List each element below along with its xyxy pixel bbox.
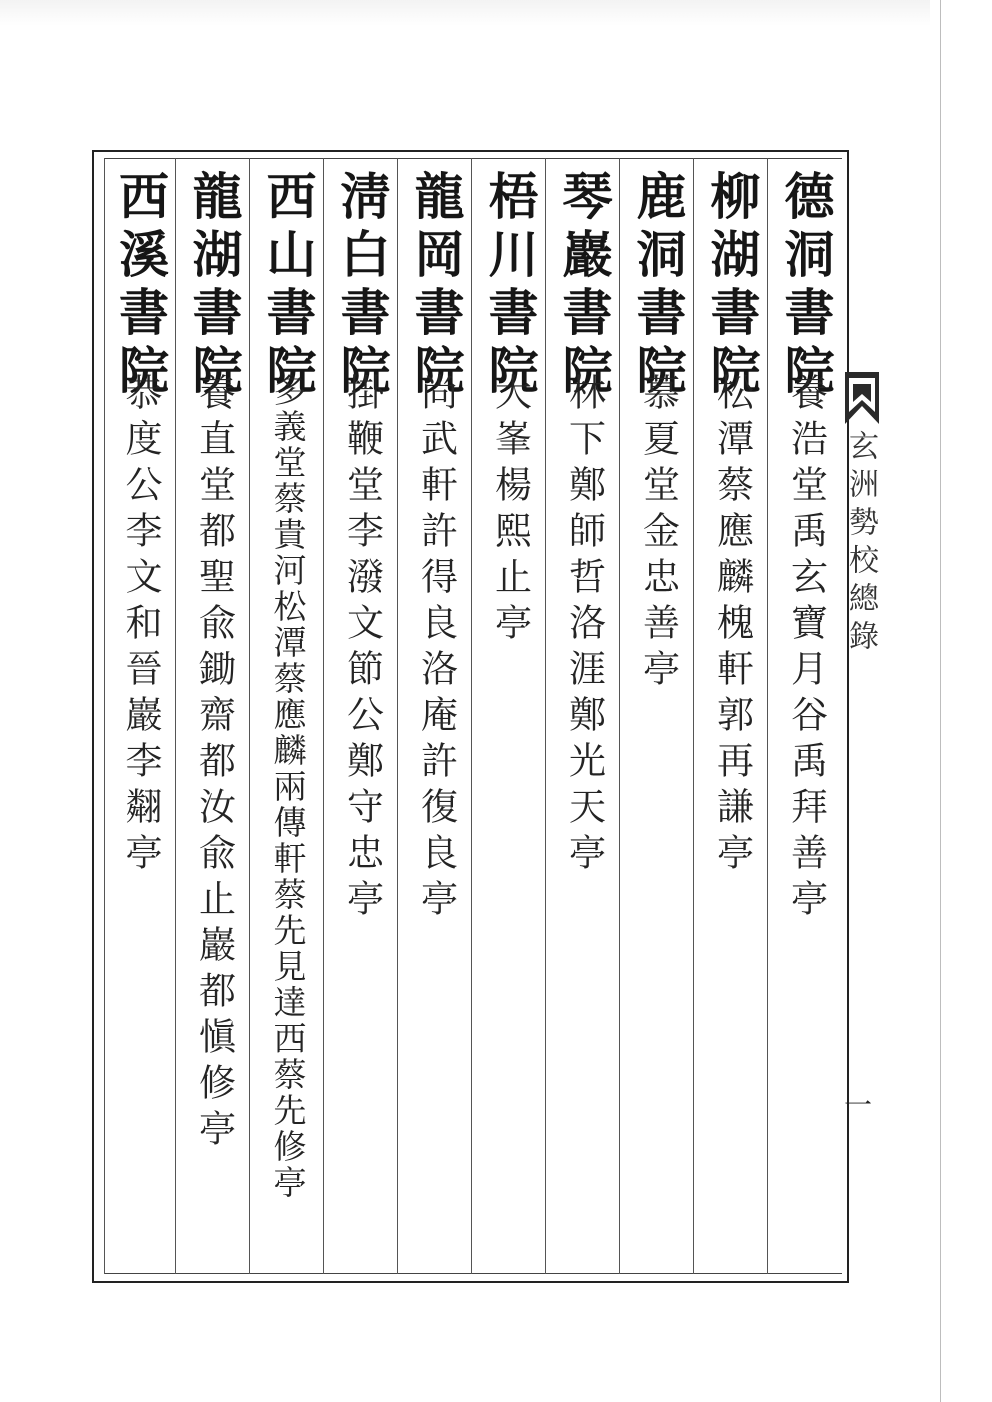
honored-scholars: 恭度公李文和晉巖李翷亭 — [119, 373, 162, 879]
column-2 — [693, 158, 769, 1274]
honored-scholars: 掛鞭堂李潑文節公鄭守忠亭 — [340, 373, 384, 925]
honored-scholars: 慕夏堂金忠善亭 — [636, 373, 680, 695]
margin-header: 玄洲勢校總錄 — [843, 430, 878, 658]
column-1 — [767, 158, 843, 1274]
page-edge-line — [940, 0, 941, 1402]
fishtail-ornament-icon — [845, 372, 879, 424]
academy-title: 柳湖書院 — [702, 170, 762, 402]
column-9 — [175, 158, 251, 1274]
academy-title: 德洞書院 — [776, 170, 836, 402]
academy-title: 鹿洞書院 — [628, 170, 688, 402]
column-8 — [249, 158, 325, 1274]
column-10 — [104, 158, 175, 1274]
academy-title: 梧川書院 — [480, 170, 540, 402]
column-6 — [397, 158, 473, 1274]
academy-title: 西山書院 — [258, 170, 318, 402]
honored-scholars: 大峯楊熙止亭 — [488, 373, 532, 649]
academy-title: 淸白書院 — [332, 170, 392, 402]
academy-title: 西溪書院 — [111, 170, 170, 402]
academy-title: 龍岡書院 — [406, 170, 466, 402]
column-7 — [323, 158, 399, 1274]
honored-scholars: 松潭蔡應麟槐軒郭再謙亭 — [710, 373, 754, 879]
scan-shadow — [0, 0, 930, 26]
honored-scholars: 林下鄭師哲洛涯鄭光天亭 — [562, 373, 606, 879]
column-3 — [619, 158, 695, 1274]
academy-title: 龍湖書院 — [184, 170, 244, 402]
honored-scholars: 養浩堂禹玄寶月谷禹拜善亭 — [784, 373, 828, 925]
column-4 — [545, 158, 621, 1274]
academy-title: 琴巖書院 — [554, 170, 614, 402]
page-number: 一 — [840, 1090, 873, 1118]
honored-scholars: 尚武軒許得良洛庵許復良亭 — [414, 373, 458, 925]
honored-scholars: 多義堂蔡貴河松潭蔡應麟兩傳軒蔡先見達西蔡先修亭 — [268, 373, 308, 1201]
column-5 — [471, 158, 547, 1274]
honored-scholars: 養直堂都聖兪鋤齋都汝兪止巖都愼修亭 — [192, 373, 236, 1155]
